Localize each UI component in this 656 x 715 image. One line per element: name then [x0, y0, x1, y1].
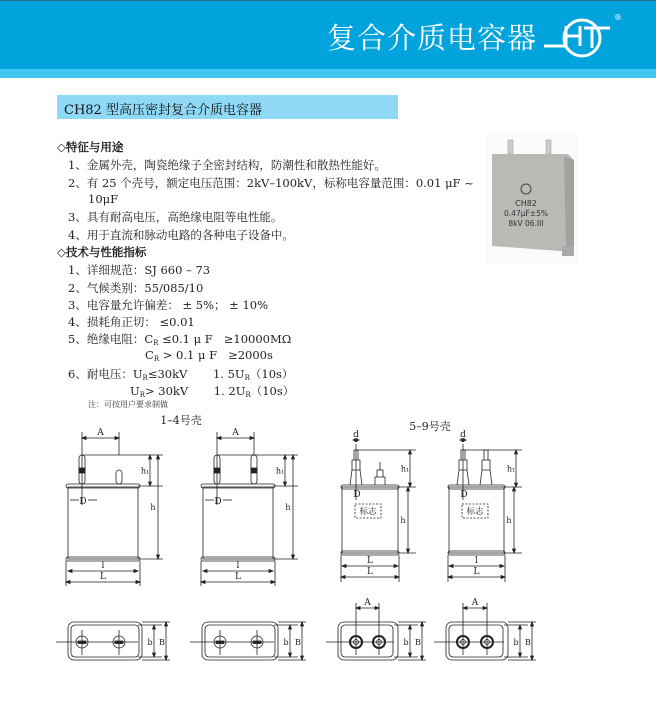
spec-item: 3、电容量允许偏差： ± 5%； ± 10%	[68, 298, 269, 312]
feature-item: 4、用于直流和脉动电路的各种电子设备中。	[68, 228, 294, 242]
dim-L-label: L	[100, 572, 106, 582]
spec-item: 4、损耗角正切： ≤0.01	[68, 315, 195, 329]
dim-l-label: l	[475, 556, 478, 566]
feature-item: 1、金属外壳，陶瓷绝缘子全密封结构，防潮性和散热性能好。	[68, 158, 386, 172]
base-inner-outline	[205, 625, 275, 657]
dim-L-label: L	[473, 567, 480, 577]
dim-B-label: B	[525, 638, 531, 647]
spec-withstand-1: 6、耐电压：$U_R\le 30kV$ 1. $5U_R(10s)$	[68, 367, 294, 382]
insulator-terminal	[480, 450, 492, 485]
dim-h-label: h	[150, 503, 156, 512]
dim-h1-label: h₁	[506, 464, 516, 474]
feature-item: 3、具有耐高电压，高绝缘电阻等电性能。	[68, 210, 283, 224]
dim-d-label: d	[353, 430, 359, 440]
case-label-1-4: 1–4号壳	[160, 414, 202, 427]
spec-withstand-2: $U_R> 30kV$ 1. $2U_R(10s)$	[130, 384, 295, 399]
dim-h1-label: h₁	[400, 464, 410, 474]
dim-b-label: b	[283, 638, 289, 647]
dim-A-label: A	[471, 598, 479, 608]
svg-text:®: ®	[614, 13, 622, 22]
spec-insulation-2: $C_R > 0.1$ μ F ≥2000s	[145, 348, 273, 363]
terminal-slot	[216, 641, 224, 644]
dim-A-label: A	[232, 428, 239, 438]
dim-b-label: b	[147, 638, 153, 647]
photo-rating-label: 8kV 06.III	[508, 219, 544, 228]
capacitor-body	[342, 487, 398, 553]
product-title-bar: CH82 型高压密封复合介质电容器	[57, 95, 398, 119]
dim-B-label: B	[295, 638, 301, 647]
terminal-seal	[251, 468, 257, 473]
spec-insulation-1: 5、绝缘电阻：$C_R \le 0.1$ μ F ≥10000MΩ	[68, 332, 292, 347]
base-outline	[338, 622, 398, 660]
dim-h1-label: h₁	[275, 466, 285, 476]
spec-item: 2、气候类别：55/085/10	[68, 281, 204, 295]
dim-b-label: b	[403, 638, 409, 647]
dim-l-label: l	[236, 561, 240, 571]
terminal	[116, 470, 122, 484]
spec-item: 1、详细规范：SJ 660 – 73	[68, 263, 211, 277]
insulator-terminal	[375, 462, 385, 485]
dim-h1-label: h₁	[140, 466, 150, 476]
dim-b-label: b	[513, 638, 519, 647]
terminal-slot	[78, 641, 86, 644]
base-outline	[202, 622, 278, 660]
photo-capacitance-label: 0.47μF±5%	[504, 209, 548, 218]
dim-B-label: B	[159, 638, 165, 647]
dim-l-label: L	[367, 556, 373, 566]
capacitor-body	[449, 487, 504, 553]
terminal-slot	[253, 641, 261, 644]
feature-item: 2、有 25 个壳号，额定电压范围：2kV–100kV，标称电容量范围：0.01 μF ~	[68, 176, 474, 190]
photo-model-label: CH82	[515, 199, 537, 208]
dim-h-label: h	[506, 516, 512, 525]
dim-D-label: D	[353, 490, 361, 500]
dim-D-label: D	[460, 490, 468, 500]
dim-D-label: D	[79, 497, 87, 507]
dim-l-label: l	[101, 561, 105, 571]
feature-item-cont: 10μF	[88, 192, 119, 206]
dim-L-label: L	[367, 567, 373, 577]
dim-A-label: A	[364, 598, 371, 608]
header-title: 复合介质电容器	[327, 21, 538, 55]
features-heading: ◇特征与用途	[57, 140, 124, 154]
dim-B-label: B	[415, 638, 421, 647]
dim-d-label: d	[460, 430, 466, 440]
base-outline	[446, 622, 508, 660]
dim-h-label: h	[400, 516, 406, 525]
specs-heading: ◇技术与性能指标	[57, 245, 147, 259]
case-label-5-9: 5–9号壳	[409, 420, 451, 433]
dim-h-label: h	[285, 503, 291, 512]
dim-D-label: D	[214, 497, 222, 507]
dim-A-label: A	[97, 428, 104, 438]
dim-L-label: L	[235, 572, 241, 582]
spec-note: 注：可按用户要求制做	[88, 400, 168, 409]
terminal-slot	[115, 641, 123, 644]
marking-label: 标志	[359, 507, 377, 517]
marking-label: 标志	[466, 507, 484, 517]
